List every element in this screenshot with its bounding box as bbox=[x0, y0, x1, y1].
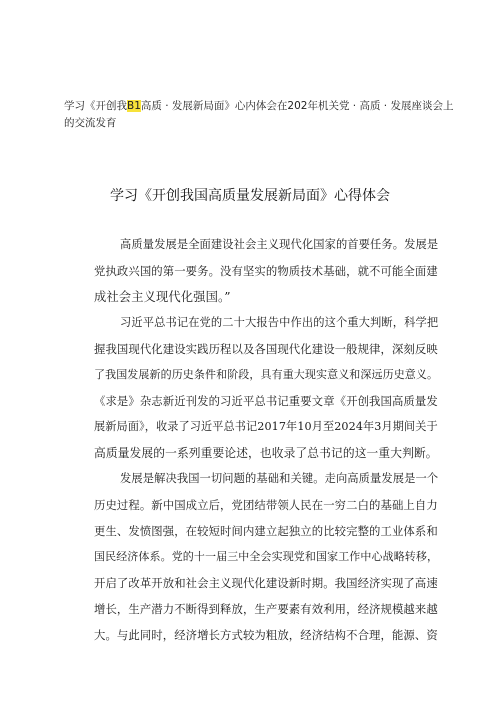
paragraph-2-line-2: 握我国现代化建设实践历程以及各国现代化建设一般规律，深刻反映 bbox=[94, 342, 438, 356]
paragraph-3-line-3: 更生、发愤图强，在较短时间内建立起独立的比较完整的工业体系和 bbox=[94, 524, 438, 538]
paragraph-1-line-3: 成社会主义现代化强国。” bbox=[94, 290, 231, 304]
paragraph-1-line-1: 高质量发展是全面建设社会主义现代化国家的首要任务。发展是 bbox=[120, 238, 439, 251]
page-title: 学习《开创我国高质量发展新局面》心得体会 bbox=[110, 188, 390, 204]
paragraph-3-line-6: 增长，生产潜力不断得到释放，生产要素有效利用，经济规模越来越 bbox=[94, 602, 438, 616]
paragraph-3-line-1: 发展是解决我国一切问题的基础和关键。走向高质量发展是一个 bbox=[120, 472, 439, 485]
paragraph-2-line-1: 习近平总书记在党的二十大报告中作出的这个重大判断，科学把 bbox=[120, 316, 439, 329]
header-line-1-post: 高质 · 发展新局面》心内体会在202年机关党 · 高质 · 发展座谈会上 bbox=[140, 100, 454, 112]
paragraph-2-line-5: 展新局面》，收录了习近平总书记2017年10月至2024年3月期间关于 bbox=[94, 420, 438, 433]
paragraph-2-line-6: 高质量发展的一系列重要论述，也收录了总书记的这一重大判断。 bbox=[94, 446, 438, 460]
paragraph-3-line-4: 国民经济体系。党的十一届三中全会实现党和国家工作中心战略转移， bbox=[94, 550, 439, 563]
header-highlight: B1 bbox=[127, 100, 141, 112]
header-line-1 bbox=[64, 98, 454, 115]
paragraph-3-line-7: 大。与此同时，经济增长方式较为粗放，经济结构不合理，能源、资 bbox=[94, 628, 438, 642]
paragraph-1-line-2: 党执政兴国的第一要务。没有坚实的物质技术基础，就不可能全面建 bbox=[94, 264, 438, 278]
paragraph-2-line-4: 《求是》杂志新近刊发的习近平总书记重要文章《开创我国高质量发 bbox=[94, 394, 438, 408]
header-line-2: 的交流发育 bbox=[64, 117, 117, 129]
paragraph-2-line-3: 了我国发展新的历史条件和阶段，具有重大现实意义和深远历史意义。 bbox=[94, 368, 439, 381]
paragraph-3-line-5: 开启了改革开放和社会主义现代化建设新时期。我国经济实现了高速 bbox=[94, 576, 438, 590]
header-line-1-pre: 学习《开创我 bbox=[64, 100, 127, 112]
paragraph-3-line-2: 历史过程。新中国成立后，党团结带领人民在一穷二白的基础上自力 bbox=[94, 498, 438, 512]
